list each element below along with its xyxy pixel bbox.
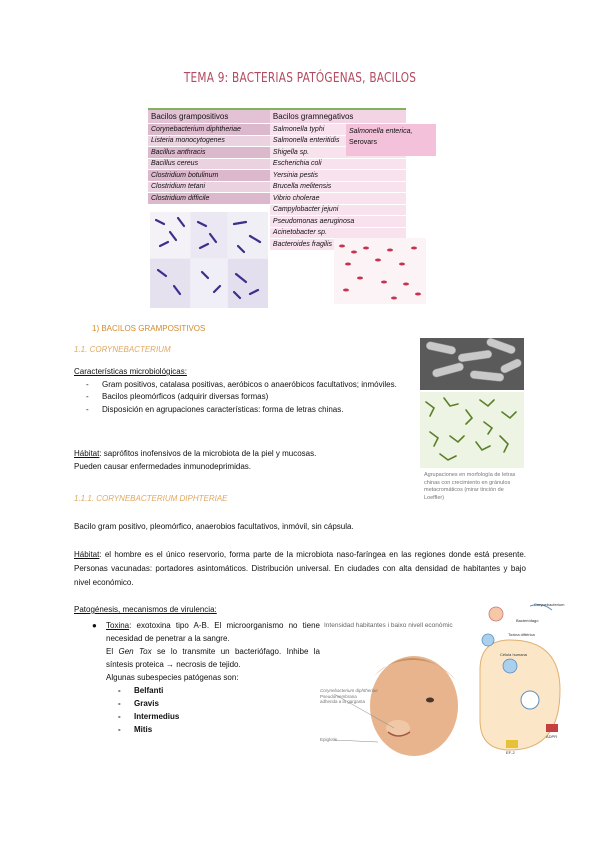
chinese-letters-micrograph [420,392,524,468]
child-photo [318,620,468,760]
toxin-text: : exotoxina tipo A-B. El microorganismo no tiene necesidad de penetrar a la sangre. [106,621,320,643]
table-row [148,181,406,193]
header-gramnegative: Bacilos gramnegativos [270,110,406,124]
list-item: - Mitis [106,723,320,736]
habitat-line-2: Pueden causar enfermedades inmunodeprimidas. [74,461,251,471]
sem-micrograph [420,338,524,390]
cell-left: Bacillus cereus [148,158,270,170]
table-row [148,158,406,170]
image-caption: Agrupaciones en morfología de letras chinas con crecimiento en gránulos metacromáticos (mirar tinción de Loeffler) [424,472,516,501]
gramnegative-micrographs [334,238,426,304]
cell-right: Bacteroides fragilis [270,239,406,251]
diagram-label: Corynebacterium [534,602,565,607]
gentox-post: se lo transmite un bacteriófago. Inhibe la síntesis proteica → necrosis de tejido. [106,647,320,669]
diagram-label: Bacteriófago [516,618,539,623]
cell-left: Clostridium botulinum [148,170,270,182]
list-item: - Gram positivos, catalasa positivas, aeróbicos o anaeróbicos facultativos; inmóviles. [74,379,414,392]
table-row [148,170,406,182]
habitat-label: Hábitat [74,449,100,458]
cell-left: Clostridium tetani [148,181,270,193]
photo-caption: Intensidad habitantes i baixo nivell econòmic [324,622,453,629]
salmonella-note [346,124,436,156]
toxin-mechanism-diagram [470,600,570,762]
pathogenesis-heading: Patogénesis, mecanismos de virulencia: [74,605,217,614]
diagram-label: EF-2 [506,750,515,755]
photo-label-line: adherida a la garganta [320,699,366,704]
page-title: TEMA 9: BACTERIAS PATÓGENAS, BACILOS [183,70,417,86]
toxin-item [92,619,320,645]
habitat-line [74,448,414,461]
photo-label [320,688,380,705]
section-heading: 1) BACILOS GRAMPOSITIVOS [92,324,206,333]
cell-left: Corynebacterium diphtheriae [148,124,270,136]
cell-right: Salmonella enteritidis [270,135,406,147]
subsection-heading: 1.1. CORYNEBACTERIUM [74,345,171,354]
cell-right: Brucella melitensis [270,181,406,193]
subspecies-list [92,684,320,736]
list-item: - Bacilos pleomórficos (adquirir diversas formas) [74,391,414,404]
sem-image [420,338,524,390]
cell-left: Clostridium difficile [148,193,270,205]
diagram-label: ADPR [546,734,558,739]
cell-left: Listeria monocytogenes [148,135,270,147]
habitat-2-block [74,548,526,590]
subspecies-intro: Algunas subespecies patógenas son: [106,673,239,682]
toxin-label: Toxina [106,621,130,630]
characteristics-heading: Características microbiológicas: [74,367,187,376]
table-header-row [148,110,406,124]
characteristics-block [74,366,414,416]
cell-right: Salmonella typhi [270,124,406,136]
subsubsection-heading: 1.1.1. CORYNEBACTERIUM DIPHTERIAE [74,494,228,503]
cell-right: Escherichia coli [270,158,406,170]
cell-right: Shigella sp. [270,147,406,159]
pathogenesis-block [92,619,320,736]
cell-right: Campylobacter jejuni [270,204,406,216]
habitat-2-label: Hábitat [74,550,100,559]
diagram-label: Célula humana [500,652,527,657]
note-line: Salmonella enterica, [349,128,413,135]
header-grampositive: Bacilos grampositivos [148,110,270,124]
bullet-icon: ● [92,621,97,630]
gentox-item [92,645,320,671]
micrograph-pink-image [334,238,426,304]
gentox-pre: El [106,647,119,656]
list-item: - Disposición en agrupaciones características: forma de letras chinas. [74,404,414,417]
photo-label-epiglotis: Epiglotis [320,737,338,742]
list-item: - Gravis [106,697,320,710]
micrograph-purple-image [150,212,268,308]
cell-left: Bacillus anthracis [148,147,270,159]
diagram-label: Toxina diftérica [508,632,535,637]
cell-right: Vibrio cholerae [270,193,406,205]
list-item: - Belfanti [106,684,320,697]
stained-image [420,392,524,468]
note-line: Serovars [349,139,378,146]
table-row [148,193,406,205]
list-item: - Intermedius [106,710,320,723]
grampositive-micrographs [150,212,268,308]
diphtheriae-description: Bacilo gram positivo, pleomórfico, anaerobios facultativos, inmóvil, sin cápsula. [74,522,354,531]
cell-right: Pseudomonas aeruginosa [270,216,406,228]
photo-label-line: Corynebacterium diphtheriae [320,688,378,693]
habitat-2-text: : el hombre es el único reservorio, forma parte de la microbiota naso-faríngea en las regiones donde está presente. Personas vacunadas: portadores asintomáticos. Distribución universal. En ciudades con alta densidad de habitantes y bajo nivel económico. [74,550,526,587]
habitat-text: : saprófitos inofensivos de la microbiota de la piel y mucosas. [99,449,317,458]
photo-label-line: Pseudomembrana [320,693,357,699]
gentox-italic: Gen Tox [118,647,152,656]
cell-right: Acinetobacter sp. [270,227,406,239]
habitat-block [74,448,414,473]
cell-right: Yersinia pestis [270,170,406,182]
characteristics-list [74,379,414,417]
